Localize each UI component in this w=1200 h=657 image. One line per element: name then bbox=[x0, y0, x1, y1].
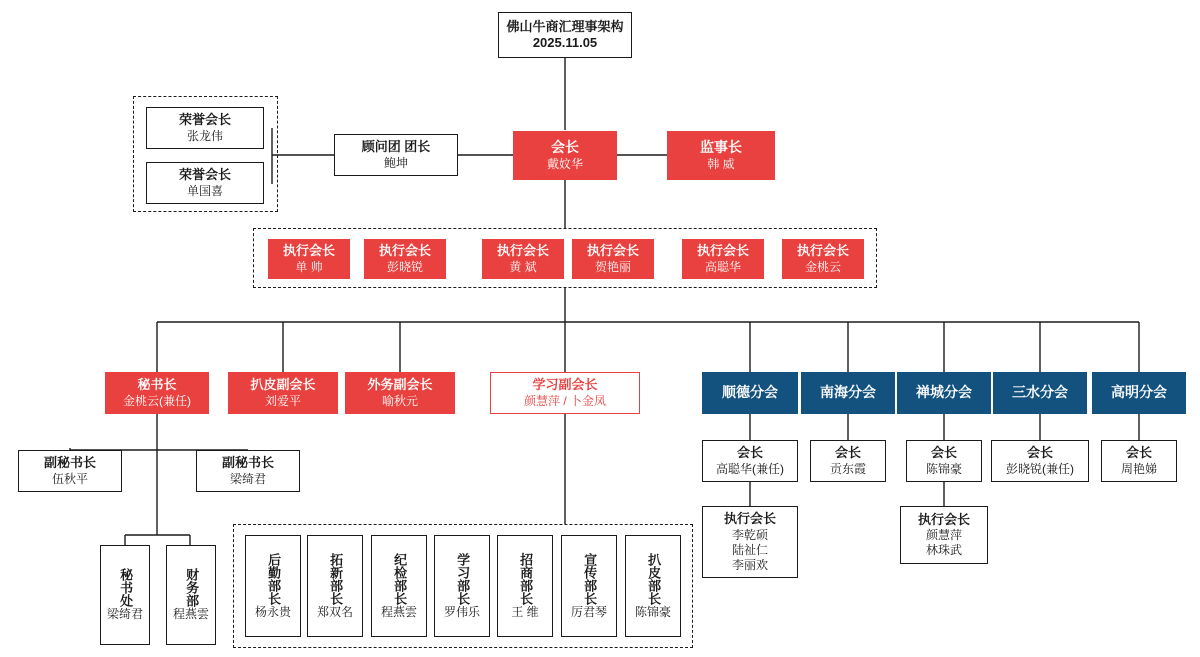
branch-gaoming-chair: 会长 周艳娣 bbox=[1101, 440, 1177, 482]
deputy-secretary-2: 副秘书长 梁绮君 bbox=[196, 450, 300, 492]
department-publicity: 宣传部长 厉君琴 bbox=[561, 535, 617, 637]
advisor-group-leader: 顾问团 团长 鲍坤 bbox=[334, 134, 458, 176]
secretary-general: 秘书长 金桃云(兼任) bbox=[105, 372, 209, 414]
branch-chancheng: 禅城分会 bbox=[897, 372, 991, 414]
department-expansion: 拓新部长 郑双名 bbox=[307, 535, 363, 637]
vice-president-external: 外务副会长 喻秋元 bbox=[345, 372, 455, 414]
department-papi: 扒皮部长 陈锦豪 bbox=[625, 535, 681, 637]
deputy-secretary-1: 副秘书长 伍秋平 bbox=[18, 450, 122, 492]
office-secretariat: 秘书处 梁绮君 bbox=[100, 545, 150, 645]
honorary-chair-1: 荣誉会长 张龙伟 bbox=[146, 107, 264, 149]
branch-shunde-chair: 会长 高聪华(兼任) bbox=[702, 440, 798, 482]
chairman: 会长 戴妏华 bbox=[513, 131, 617, 180]
executive-chair-5: 执行会长 高聪华 bbox=[682, 239, 764, 279]
honorary-chair-2: 荣誉会长 单国喜 bbox=[146, 162, 264, 204]
department-investment: 招商部长 王 维 bbox=[497, 535, 553, 637]
executive-chair-3: 执行会长 黄 斌 bbox=[482, 239, 564, 279]
vice-president-learning: 学习副会长 颜慧萍 / 卜金凤 bbox=[490, 372, 640, 414]
supervisor-chief: 监事长 韩 威 bbox=[667, 131, 775, 180]
department-learning: 学习部长 罗伟乐 bbox=[434, 535, 490, 637]
branch-shunde: 顺德分会 bbox=[702, 372, 798, 414]
department-discipline: 纪检部长 程燕雲 bbox=[371, 535, 427, 637]
executive-chair-4: 执行会长 贺艳丽 bbox=[572, 239, 654, 279]
executive-chair-1: 执行会长 单 帅 bbox=[268, 239, 350, 279]
executive-chair-2: 执行会长 彭晓锐 bbox=[364, 239, 446, 279]
branch-nanhai: 南海分会 bbox=[801, 372, 895, 414]
branch-gaoming: 高明分会 bbox=[1092, 372, 1186, 414]
executive-chair-6: 执行会长 金桃云 bbox=[782, 239, 864, 279]
branch-sanshui-chair: 会长 彭晓锐(兼任) bbox=[991, 440, 1089, 482]
branch-sanshui: 三水分会 bbox=[993, 372, 1087, 414]
department-logistics: 后勤部长 杨永贵 bbox=[245, 535, 301, 637]
office-finance: 财务部 程燕雲 bbox=[166, 545, 216, 645]
branch-chancheng-executives: 执行会长 颜慧萍 林珠武 bbox=[900, 506, 988, 564]
branch-nanhai-chair: 会长 贡东霞 bbox=[810, 440, 886, 482]
branch-shunde-executives: 执行会长 李乾硕 陆祉仁 李丽欢 bbox=[702, 506, 798, 578]
branch-chancheng-chair: 会长 陈锦豪 bbox=[906, 440, 982, 482]
vice-president-papi: 扒皮副会长 刘爱平 bbox=[228, 372, 338, 414]
chart-title: 佛山牛商汇理事架构 2025.11.05 bbox=[498, 12, 632, 58]
